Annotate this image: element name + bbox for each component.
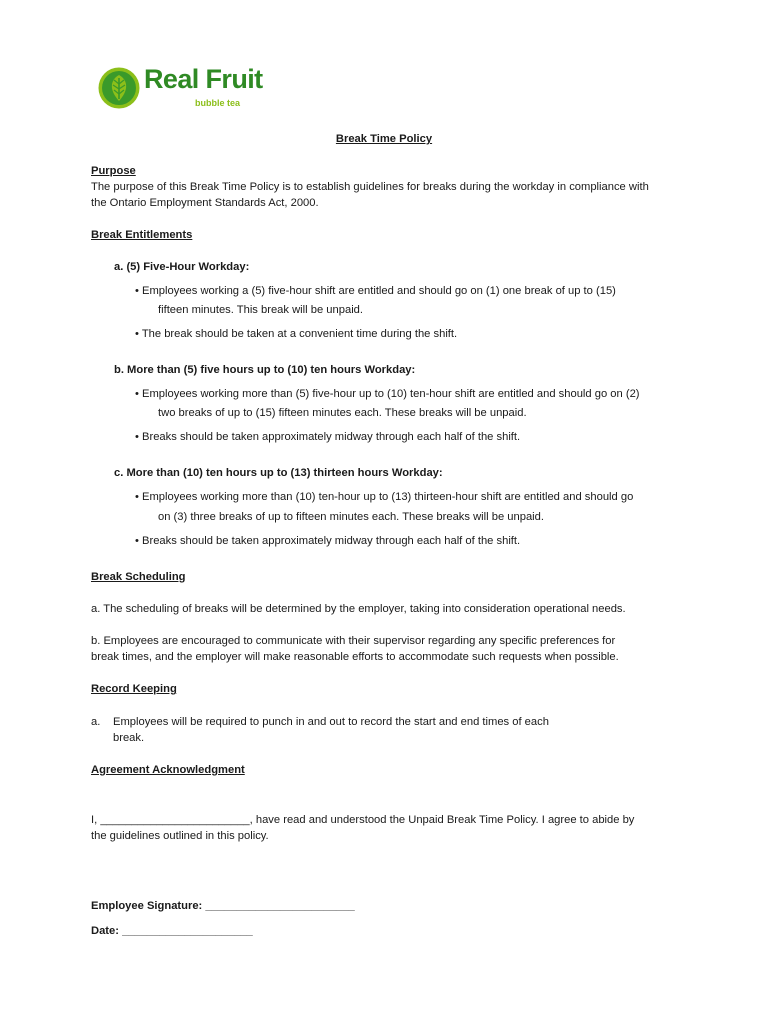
thirteen-hour-heading: c. More than (10) ten hours up to (13) thirteen hours Workday: [114,467,443,479]
ten-hour-bullet-2: • Breaks should be taken approximately midway through each half of the shift. [135,431,521,443]
employee-signature-field: Employee Signature: ________________________ [91,900,355,912]
leaf-icon [97,66,141,110]
logo-tagline: bubble tea [195,98,241,108]
thirteen-hour-bullet-1: • Employees working more than (10) ten-hour up to (13) thirteen-hour shift are entitled and should go [135,491,634,503]
record-keeping-line-1: Employees will be required to punch in and out to record the start and end times of each [113,716,549,728]
page-title: Break Time Policy [335,133,433,145]
five-hour-heading: a. (5) Five-Hour Workday: [114,261,250,273]
record-keeping-marker: a. [91,716,101,728]
ten-hour-bullet-1-cont: two breaks of up to (15) fifteen minutes each. These breaks will be unpaid. [158,407,527,419]
five-hour-bullet-2: • The break should be taken at a convenient time during the shift. [135,328,458,340]
ten-hour-heading: b. More than (5) five hours up to (10) ten hours Workday: [114,364,416,376]
thirteen-hour-bullet-1-cont: on (3) three breaks of up to fifteen minutes each. These breaks will be unpaid. [158,511,544,523]
scheduling-item-b-line-2: break times, and the employer will make reasonable efforts to accommodate such requests when possible. [91,651,619,663]
record-keeping-line-2: break. [113,732,145,744]
purpose-text-line-1: The purpose of this Break Time Policy is to establish guidelines for breaks during the workday in compliance with [91,181,649,193]
company-logo [97,64,263,114]
scheduling-heading: Break Scheduling [91,571,186,583]
scheduling-item-a: a. The scheduling of breaks will be determined by the employer, taking into consideration operational needs. [91,603,626,615]
thirteen-hour-bullet-2: • Breaks should be taken approximately midway through each half of the shift. [135,535,521,547]
agreement-line-2: the guidelines outlined in this policy. [91,830,269,842]
purpose-heading: Purpose [91,165,136,177]
record-keeping-heading: Record Keeping [91,683,177,695]
ten-hour-bullet-1: • Employees working more than (5) five-hour up to (10) ten-hour shift are entitled and should go on (2) [135,388,640,400]
agreement-line-1: I, ________________________, have read and understood the Unpaid Break Time Policy. I agree to abide by [91,814,635,826]
five-hour-bullet-1-cont: fifteen minutes. This break will be unpaid. [158,304,364,316]
scheduling-item-b-line-1: b. Employees are encouraged to communicate with their supervisor regarding any specific preferences for [91,635,616,647]
date-field: Date: _____________________ [91,925,253,937]
agreement-heading: Agreement Acknowledgment [91,764,245,776]
five-hour-bullet-1: • Employees working a (5) five-hour shift are entitled and should go on (1) one break of up to (15) [135,285,616,297]
logo-wordmark: Real Fruit [144,64,263,94]
entitlements-heading: Break Entitlements [91,229,193,241]
purpose-text-line-2: the Ontario Employment Standards Act, 2000. [91,197,319,209]
